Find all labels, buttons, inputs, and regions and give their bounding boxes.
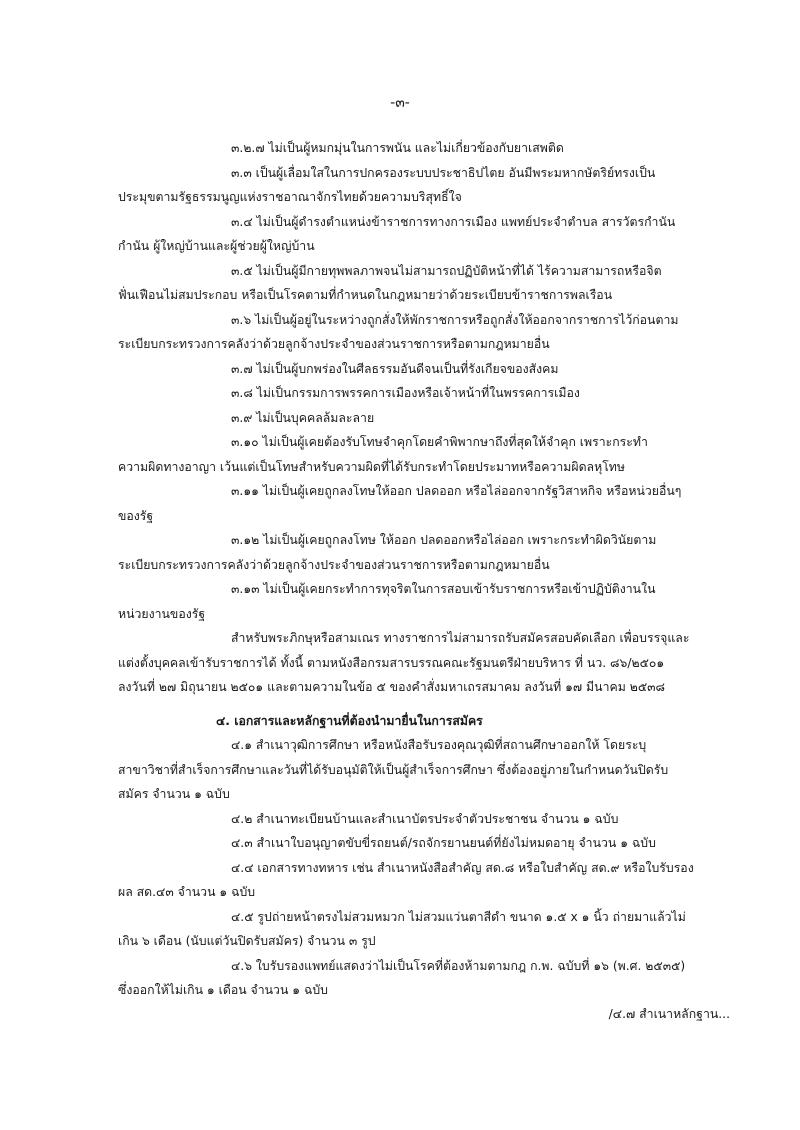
clause-4-2: ๔.๒ สำเนาทะเบียนบ้านและสำเนาบัตรประจำตัวประชาชน จำนวน ๑ ฉบับ [231,811,619,826]
clause-4-1-cont-2: สมัคร จำนวน ๑ ฉบับ [118,787,230,801]
clause-3-6-cont: ระเบียบกระทรวงการคลังว่าด้วยลูกจ้างประจำของส่วนราชการหรือตามกฎหมายอื่น [118,337,550,351]
clause-3-11: ๓.๑๑ ไม่เป็นผู้เคยถูกลงโทษให้ออก ปลดออก หรือไล่ออกจากรัฐวิสาหกิจ หรือหน่วยอื่นๆ [231,484,682,498]
clause-3-6: ๓.๖ ไม่เป็นผู้อยู่ในระหว่างถูกสั่งให้พักราชการหรือถูกสั่งให้ออกจากราชการไว้ก่อนตาม [231,312,679,327]
page-number: -๓- [390,95,410,111]
clause-4-6: ๔.๖ ใบรับรองแพทย์แสดงว่าไม่เป็นโรคที่ต้องห้ามตามกฎ ก.พ. ฉบับที่ ๑๖ (พ.ศ. ๒๕๓๕) [231,958,686,973]
clause-4-1-cont-1: สาขาวิชาที่สำเร็จการศึกษาและวันที่ได้รับอนุมัติให้เป็นผู้สำเร็จการศึกษา ซึ่งต้องอยู่ภายในกำหนดวันปิดรับ [118,762,669,777]
clause-3-4: ๓.๔ ไม่เป็นผู้ดำรงตำแหน่งข้าราชการทางการเมือง แพทย์ประจำตำบล สารวัตรกำนัน [231,214,676,229]
section-4-heading: ๔. เอกสารและหลักฐานที่ต้องนำมายื่นในการสมัคร [216,713,483,728]
monk-note-cont-1: แต่งตั้งบุคคลเข้ารับราชการได้ ทั้งนี้ ตามหนังสือกรมสารบรรณคณะรัฐมนตรีฝ่ายบริหาร ที่ นว. ๘๖/๒๕๐๑ [118,655,665,670]
clause-3-2-7: ๓.๒.๗ ไม่เป็นผู้หมกมุ่นในการพนัน และไม่เกี่ยวข้องกับยาเสพติด [231,141,564,155]
clause-3-3-cont: ประมุขตามรัฐธรรมนูญแห่งราชอาณาจักรไทยด้วยความบริสุทธิ์ใจ [118,190,462,204]
clause-4-3: ๔.๓ สำเนาใบอนุญาตขับขี่รถยนต์/รถจักรยานยนต์ที่ยังไม่หมดอายุ จำนวน ๑ ฉบับ [231,836,656,850]
clause-3-3: ๓.๓ เป็นผู้เลื่อมใสในการปกครองระบบประชาธิปไตย อันมีพระมหากษัตริย์ทรงเป็น [231,165,656,180]
monk-note-cont-2: ลงวันที่ ๒๗ มิถุนายน ๒๕๐๑ และตามความในข้อ ๕ ของคำสั่งมหาเถรสมาคม ลงวันที่ ๑๗ มีนาคม ๒๕๓๘ [118,680,666,694]
clause-4-5-cont: เกิน ๖ เดือน (นับแต่วันปิดรับสมัคร) จำนวน ๓ รูป [118,934,376,948]
clause-3-5: ๓.๕ ไม่เป็นผู้มีกายทุพพลภาพจนไม่สามารถปฏิบัติหน้าที่ได้ ไร้ความสามารถหรือจิต [231,263,662,278]
clause-3-10: ๓.๑๐ ไม่เป็นผู้เคยต้องรับโทษจำคุกโดยคำพิพากษาถึงที่สุดให้จำคุก เพราะกระทำ [231,435,648,449]
clause-3-13: ๓.๑๓ ไม่เป็นผู้เคยกระทำการทุจริตในการสอบเข้ารับราชการหรือเข้าปฏิบัติงานใน [231,582,656,596]
clause-3-12-cont: ระเบียบกระทรวงการคลังว่าด้วยลูกจ้างประจำของส่วนราชการหรือตามกฎหมายอื่น [118,557,550,572]
clause-3-9: ๓.๙ ไม่เป็นบุคคลล้มละลาย [231,410,375,425]
clause-4-5: ๔.๕ รูปถ่ายหน้าตรงไม่สวมหมวก ไม่สวมแว่นตาสีดำ ขนาด ๑.๕ x ๑ นิ้ว ถ่ายมาแล้วไม่ [231,909,686,924]
monk-note: สำหรับพระภิกษุหรือสามเณร ทางราชการไม่สามารถรับสมัครสอบคัดเลือก เพื่อบรรจุและ [231,631,690,645]
clause-3-4-cont: กำนัน ผู้ใหญ่บ้านและผู้ช่วยผู้ใหญ่บ้าน [118,239,315,253]
clause-4-4: ๔.๔ เอกสารทางทหาร เช่น สำเนาหนังสือสำคัญ สด.๘ หรือใบสำคัญ สด.๙ หรือใบรับรอง [231,860,694,875]
document-body [118,136,703,1003]
clause-3-12: ๓.๑๒ ไม่เป็นผู้เคยถูกลงโทษ ให้ออก ปลดออกหรือไล่ออก เพราะกระทำผิดวินัยตาม [231,533,657,547]
clause-4-4-cont: ผล สด.๔๓ จำนวน ๑ ฉบับ [118,885,256,899]
continuation-note: /๔.๗ สำเนาหลักฐาน... [608,1007,730,1021]
clause-4-6-cont: ซึ่งออกให้ไม่เกิน ๑ เดือน จำนวน ๑ ฉบับ [118,983,328,997]
clause-4-1: ๔.๑ สำเนาวุฒิการศึกษา หรือหนังสือรับรองคุณวุฒิที่สถานศึกษาออกให้ โดยระบุ [231,738,647,752]
clause-3-13-cont: หน่วยงานของรัฐ [118,606,206,621]
clause-3-11-cont: ของรัฐ [118,508,154,523]
clause-3-5-cont: ฟั่นเฟือนไม่สมประกอบ หรือเป็นโรคตามที่กำหนดในกฎหมายว่าด้วยระเบียบข้าราชการพลเรือน [118,288,613,302]
clause-3-7: ๓.๗ ไม่เป็นผู้บกพร่องในศีลธรรมอันดีจนเป็นที่รังเกียจของสังคม [231,361,559,376]
clause-3-8: ๓.๘ ไม่เป็นกรรมการพรรคการเมืองหรือเจ้าหน้าที่ในพรรคการเมือง [231,386,580,400]
clause-3-10-cont: ความผิดทางอาญา เว้นแต่เป็นโทษสำหรับความผิดที่ได้รับกระทำโดยประมาทหรือความผิดลหุโทษ [118,459,626,474]
